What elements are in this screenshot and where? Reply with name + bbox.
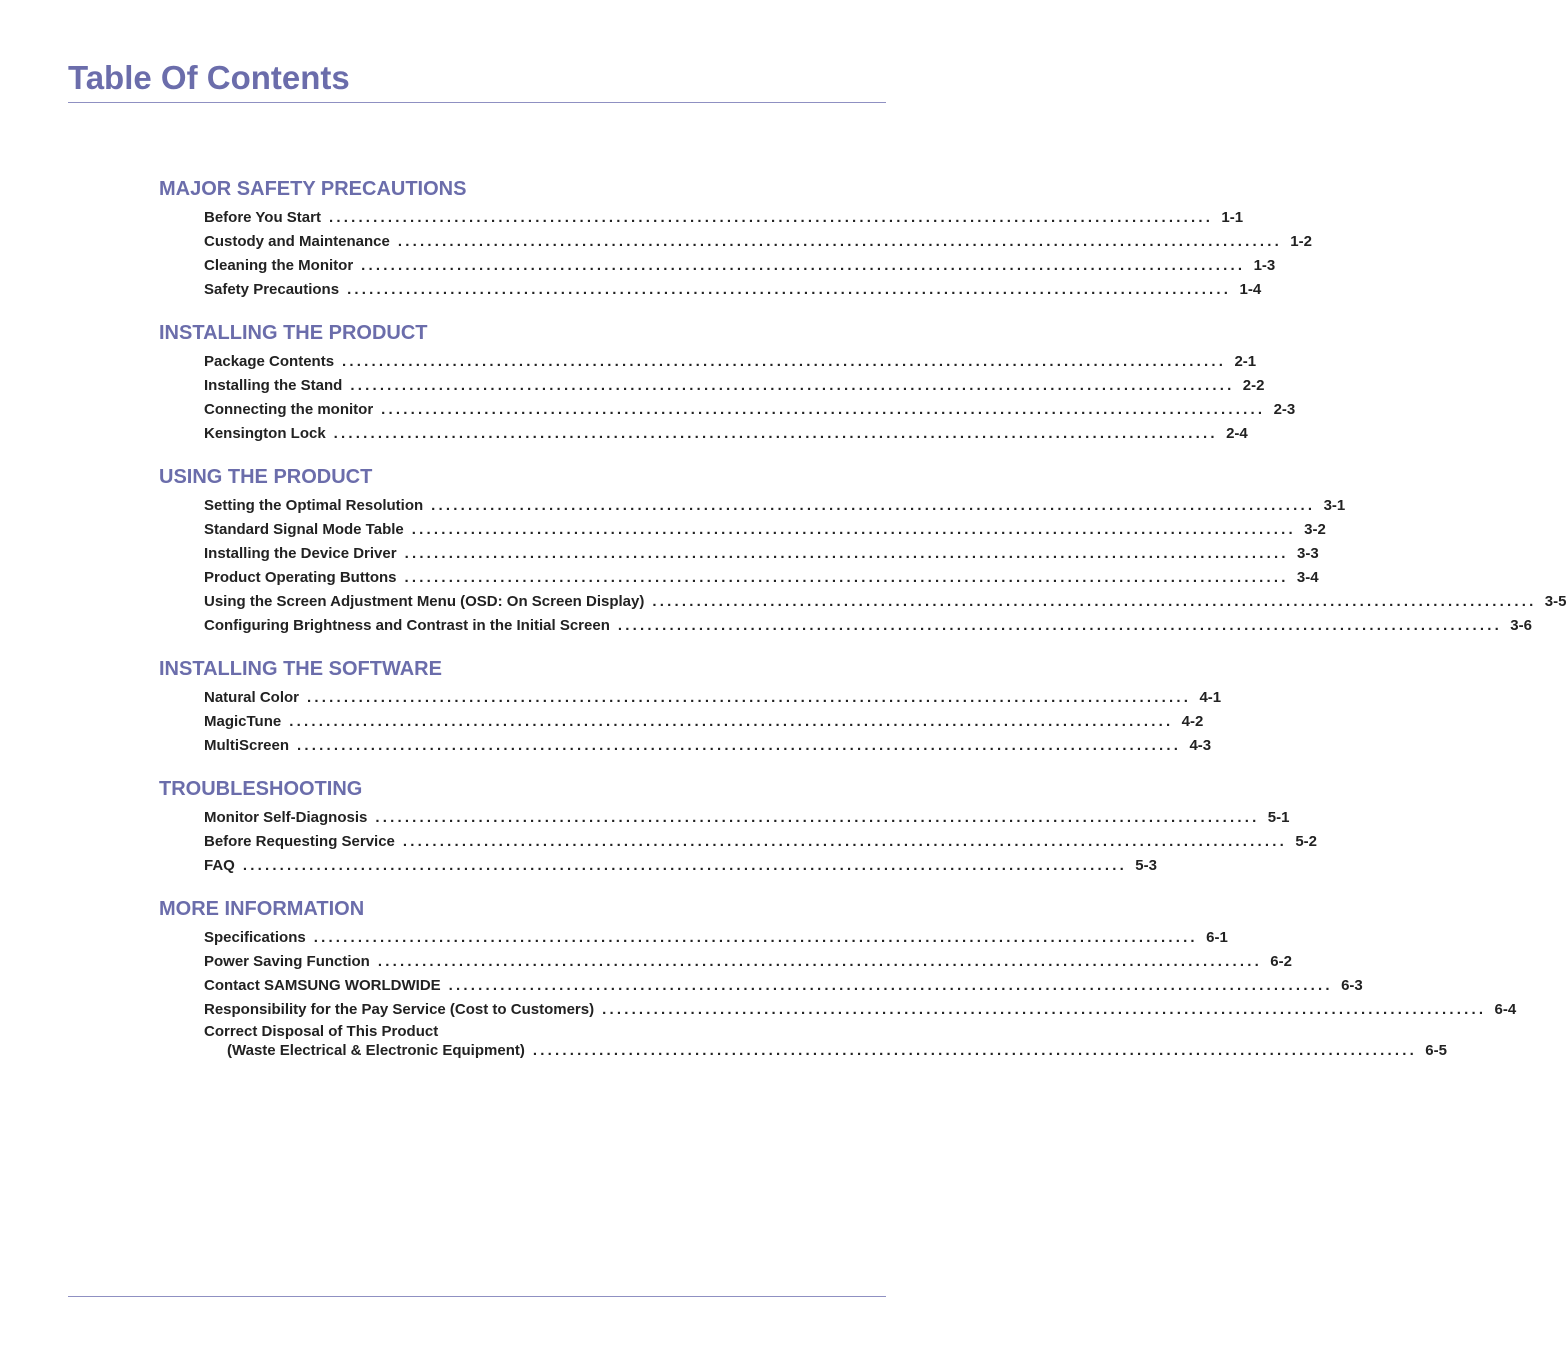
toc-entry-label: Setting the Optimal Resolution <box>204 497 424 514</box>
toc-entry-label: Kensington Lock <box>204 425 326 442</box>
toc-entry-label: Connecting the monitor <box>204 401 374 418</box>
toc-entry-first-line[interactable] <box>204 1022 751 1041</box>
toc-entry[interactable] <box>204 206 1244 230</box>
title-divider <box>68 102 886 103</box>
dot-leader: ........................................................................................................................ <box>347 281 1232 298</box>
toc-entry[interactable] <box>204 542 1319 566</box>
page-title: Table Of Contents <box>68 59 350 96</box>
toc-entry[interactable] <box>204 830 1318 854</box>
section-entries <box>159 494 1566 638</box>
toc-section-major-safety-precautions <box>159 174 1312 302</box>
toc-entry[interactable] <box>204 734 1212 758</box>
toc-entry-label: Installing the Stand <box>204 377 343 394</box>
toc-entry-label: Using the Screen Adjustment Menu (OSD: On Screen Display) <box>204 593 645 610</box>
dot-leader: ........................................................................................................................ <box>307 689 1192 706</box>
toc-entry-second-line[interactable] <box>204 1041 1447 1060</box>
toc-section-installing-the-software <box>159 654 1222 758</box>
section-heading[interactable]: INSTALLING THE PRODUCT <box>159 322 428 344</box>
toc-entry-page: 5-3 <box>1135 857 1157 874</box>
footer-divider <box>68 1296 886 1297</box>
section-heading[interactable]: INSTALLING THE SOFTWARE <box>159 658 442 680</box>
section-heading[interactable]: USING THE PRODUCT <box>159 466 373 488</box>
toc-entry-page: 1-4 <box>1239 281 1262 298</box>
toc-entry[interactable] <box>204 350 1257 374</box>
dot-leader: ........................................................................................................................ <box>328 209 1214 226</box>
toc-entry-label: Contact SAMSUNG WORLDWIDE <box>204 977 441 994</box>
toc-entry-label: Specifications <box>204 929 306 946</box>
toc-entry-page: 5-1 <box>1267 809 1290 826</box>
dot-leader: ........................................................................................................................ <box>402 833 1288 850</box>
toc-section-installing-the-product <box>159 318 1296 446</box>
toc-entry-label: Before You Start <box>204 209 321 226</box>
toc-entry-label: Safety Precautions <box>204 281 340 298</box>
toc-entry[interactable] <box>204 686 1222 710</box>
toc-entry[interactable] <box>204 590 1566 614</box>
dot-leader: ........................................................................................................................ <box>617 617 1502 634</box>
toc-entry-page: 3-2 <box>1304 521 1326 538</box>
toc-entry-label: Product Operating Buttons <box>204 569 397 586</box>
dot-leader: ........................................................................................................................ <box>342 353 1227 370</box>
toc-entry[interactable] <box>204 422 1248 446</box>
dot-leader: ........................................................................................................................ <box>350 377 1235 394</box>
toc-entry[interactable] <box>204 230 1312 254</box>
toc-entry-page: 6-1 <box>1206 929 1228 946</box>
toc-entry-page: 2-1 <box>1234 353 1257 370</box>
dot-leader: ........................................................................................................................ <box>448 977 1333 994</box>
toc-entry-page: 2-2 <box>1242 377 1265 394</box>
dot-leader: ........................................................................................................................ <box>297 737 1182 754</box>
toc-entry-page: 2-3 <box>1273 401 1296 418</box>
section-heading[interactable]: MAJOR SAFETY PRECAUTIONS <box>159 178 467 200</box>
toc-entry-page: 3-1 <box>1323 497 1346 514</box>
dot-leader: ........................................................................................................................ <box>602 1001 1487 1018</box>
dot-leader: ........................................................................................................................ <box>361 257 1246 274</box>
dot-leader: ........................................................................................................................ <box>404 545 1289 562</box>
toc-entry-page: 2-4 <box>1226 425 1248 442</box>
section-heading[interactable]: MORE INFORMATION <box>159 898 365 920</box>
dot-leader: ........................................................................................................................ <box>397 233 1282 250</box>
toc-section-troubleshooting <box>159 774 1318 878</box>
toc-entry-page: 1-3 <box>1253 257 1276 274</box>
toc-entry-label: Natural Color <box>204 689 300 706</box>
toc-entry[interactable] <box>204 974 1363 998</box>
toc-entry-label: Custody and Maintenance <box>204 233 390 250</box>
dot-leader: ........................................................................................................................ <box>375 809 1260 826</box>
toc-entry[interactable] <box>204 614 1532 638</box>
toc-entry-label: Before Requesting Service <box>204 833 395 850</box>
toc-entry[interactable] <box>204 926 1228 950</box>
toc-entry-label: FAQ <box>204 857 235 874</box>
section-entries <box>159 350 1296 446</box>
dot-leader: ........................................................................................................................ <box>333 425 1218 442</box>
table-of-contents <box>159 174 1566 1076</box>
toc-entry-label: Standard Signal Mode Table <box>204 521 404 538</box>
toc-entry-page: 4-3 <box>1189 737 1212 754</box>
dot-leader: ........................................................................................................................ <box>431 497 1316 514</box>
section-entries <box>159 686 1222 758</box>
section-entries <box>159 206 1312 302</box>
toc-entry-page: 5-2 <box>1295 833 1318 850</box>
dot-leader: ........................................................................................................................ <box>242 857 1127 874</box>
toc-entry-label: Configuring Brightness and Contrast in the Initial Screen <box>204 617 610 634</box>
toc-entry[interactable] <box>204 254 1276 278</box>
dot-leader: ........................................................................................................................ <box>652 593 1537 610</box>
toc-entry-page: 4-1 <box>1199 689 1222 706</box>
toc-entry[interactable] <box>204 950 1292 974</box>
toc-entry-label: Responsibility for the Pay Service (Cost to Customers) <box>204 1001 595 1018</box>
toc-entry-label: Power Saving Function <box>204 953 370 970</box>
toc-entry-label: Installing the Device Driver <box>204 545 397 562</box>
section-entries <box>159 926 1517 1060</box>
toc-entry-label: MagicTune <box>204 713 282 730</box>
toc-entry-page: 3-3 <box>1297 545 1319 562</box>
toc-entry-page: 3-4 <box>1296 569 1319 586</box>
dot-leader: ........................................................................................................................ <box>381 401 1266 418</box>
toc-entry[interactable] <box>204 494 1346 518</box>
toc-entry[interactable] <box>204 806 1290 830</box>
dot-leader: ........................................................................................................................ <box>411 521 1296 538</box>
section-entries <box>159 806 1318 878</box>
toc-entry-page: 1-1 <box>1221 209 1244 226</box>
toc-entry[interactable] <box>204 854 1157 878</box>
toc-entry-label: Cleaning the Monitor <box>204 257 354 274</box>
dot-leader: ........................................................................................................................ <box>313 929 1198 946</box>
toc-entry-label: Monitor Self-Diagnosis <box>204 809 368 826</box>
toc-entry-page: 3-5 <box>1544 593 1566 610</box>
toc-entry[interactable] <box>204 566 1319 590</box>
toc-entry-label: Package Contents <box>204 353 335 370</box>
toc-entry[interactable] <box>204 374 1265 398</box>
toc-entry[interactable] <box>204 518 1326 542</box>
dot-leader: ........................................................................................................................ <box>289 713 1174 730</box>
toc-entry-page: 3-6 <box>1510 617 1532 634</box>
toc-entry-label: Correct Disposal of This Product <box>204 1023 439 1040</box>
toc-entry-page: 6-2 <box>1270 953 1292 970</box>
toc-section-using-the-product <box>159 462 1566 638</box>
toc-entry-page: 4-2 <box>1181 713 1204 730</box>
toc-section-more-information <box>159 894 1517 1060</box>
toc-entry[interactable] <box>204 398 1296 422</box>
toc-entry[interactable] <box>204 710 1204 734</box>
toc-entry-label: MultiScreen <box>204 737 290 754</box>
toc-entry-page: 6-4 <box>1494 1001 1517 1018</box>
toc-entry-label-continued: (Waste Electrical & Electronic Equipment) <box>227 1042 525 1059</box>
toc-entry-page: 6-3 <box>1341 977 1363 994</box>
dot-leader: ........................................................................................................................ <box>404 569 1289 586</box>
toc-entry-page: 6-5 <box>1425 1042 1447 1059</box>
dot-leader: ........................................................................................................................ <box>377 953 1262 970</box>
toc-entry[interactable] <box>204 998 1517 1022</box>
section-heading[interactable]: TROUBLESHOOTING <box>159 778 363 800</box>
toc-entry-page: 1-2 <box>1290 233 1312 250</box>
toc-entry[interactable] <box>204 278 1262 302</box>
dot-leader: ........................................................................................................................ <box>532 1042 1417 1059</box>
